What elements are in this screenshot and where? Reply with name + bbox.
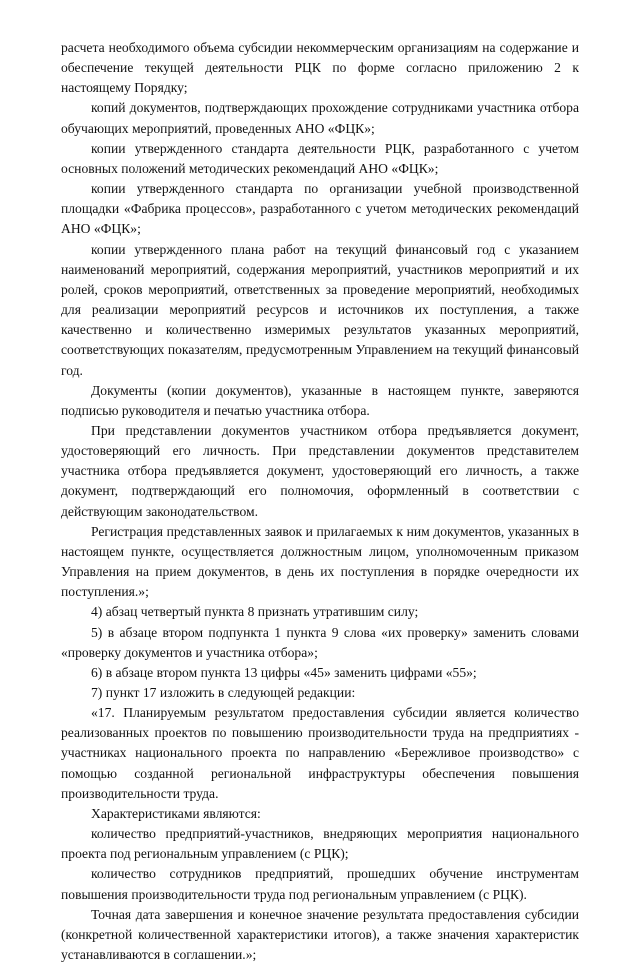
paragraph-process-factory-standard: копии утвержденного стандарта по организации учебной производственной площадки «Фабрика процессов», разработанного с учетом методических рекомендаций АНО «ФЦК»; [61, 181, 579, 237]
paragraph-training-documents: копий документов, подтверждающих прохождение сотрудниками участника отбора обучающих мероприятий, проведенных АНО «ФЦК»; [61, 100, 579, 136]
paragraph-characteristic-employees: количество сотрудников предприятий, прошедших обучение инструментам повышения производительности труда под региональным управлением (с РЦК). [61, 866, 579, 902]
paragraph-characteristics-heading: Характеристиками являются: [91, 805, 261, 821]
paragraph-documents-certification: Документы (копии документов), указанные в настоящем пункте, заверяются подписью руководителя и печатью участника отбора. [61, 382, 579, 418]
paragraph-completion-date: Точная дата завершения и конечное значение результата предоставления субсидии (конкретной количественной характеристики итогов), а также значения характеристик устанавливаются в соглашении.»; [61, 906, 579, 963]
document-page [61, 38, 579, 965]
paragraph-work-plan: копии утвержденного плана работ на текущий финансовый год с указанием наименований мероприятий, содержания мероприятий, участников мероприятий и их ролей, сроков мероприятий, ответственных за проведение мероприятий, необходимых для реализации мероприятий ресурсов и источников их поступления, а также качественно и количественно измеримых результатов указанных мероприятий, соответствующих показателям, предусмотренным Управлением на текущий финансовый год. [61, 241, 579, 378]
paragraph-registration: Регистрация представленных заявок и прилагаемых к ним документов, указанных в настоящем пункте, осуществляется должностным лицом, уполномоченным приказом Управления на прием документов, в день их поступления в порядке очередности их поступления.»; [61, 523, 579, 600]
paragraph-characteristic-enterprises: количество предприятий-участников, внедряющих мероприятия национального проекта под региональным управлением (с РЦК); [61, 826, 579, 862]
paragraph-item-7: 7) пункт 17 изложить в следующей редакции: [91, 685, 356, 700]
paragraph-item-5: 5) в абзаце втором подпункта 1 пункта 9 слова «их проверку» заменить словами «проверку документов и участника отбора»; [61, 624, 579, 660]
paragraph-identity-documents: При представлении документов участником отбора предъявляется документ, удостоверяющий его личность. При представлении документов представителем участника отбора предъявляется документ, удостоверяющий его личность, а также документ, подтверждающий его полномочия, оформленный в соответствии с действующим законодательством. [61, 422, 579, 519]
paragraph-rck-standard: копии утвержденного стандарта деятельности РЦК, разработанного с учетом основных положений методических рекомендаций АНО «ФЦК»; [61, 140, 579, 176]
paragraph-item-6: 6) в абзаце втором пункта 13 цифры «45» заменить цифрами «55»; [91, 664, 477, 680]
paragraph-item-4: 4) абзац четвертый пункта 8 признать утратившим силу; [91, 604, 419, 620]
paragraph-point-17: «17. Планируемым результатом предоставления субсидии является количество реализованных проектов по повышению производительности труда на предприятиях - участниках национального проекта по направлению «Бережливое производство» с помощью созданной региональной инфраструктуры обеспечения повышения производительности труда. [61, 705, 579, 801]
paragraph-subsidy-calculation: расчета необходимого объема субсидии некоммерческим организациям на содержание и обеспечение текущей деятельности РЦК по форме согласно приложению 2 к настоящему Порядку; [61, 40, 579, 96]
